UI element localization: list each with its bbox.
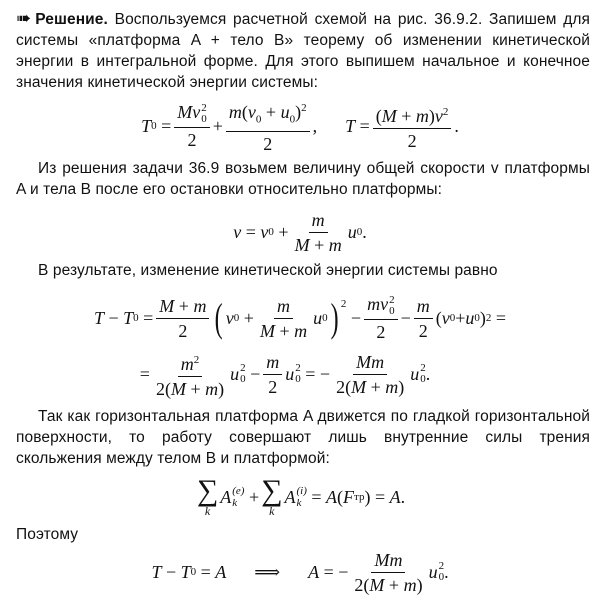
paragraph-energy-change: В результате, изменение кинетической энергии системы равно [38,262,498,279]
solution-heading: Решение. [35,11,108,28]
solution-intro-text: Воспользуемся расчетной схемой на рис. 36.9.2. Запишем для системы «платформа A + тело B» теорему об изменении кинетической энергии в интегральной форме. Для этого выпишем начальное и конечное значения кинетической энергии системы: [16,11,590,91]
equation-common-velocity: v = v 0 + $\frac{m}{M + m}$ u 0 . [233,209,367,255]
paragraph-internal-forces: Так как горизонтальная платформа A движется по гладкой горизонтальной поверхности, то работу совершают лишь внутренние силы трения скольжения между телом B и платформой: [16,408,590,467]
equation-energy-change-line2: = $\frac{m^2}{2(M + m)}$ u 2 0 − $\frac{m}{2}$ u 2 0 = − $\frac{Mm}{2(M + m)}$ u 2 0 . [139,351,431,399]
equation-kinetic-energies: T 0 = Mv 2 0 2 + $\frac{m(v_0 + u_0)^2}{2}$ , T = $\frac{(M + m)v^2}{2}$ . [0,96,600,156]
equation-energy-change-line1: T − T 0 = $\frac{M + m}{2}$ ( v 0 + $\frac{m}{M + m}$ u 0 ) $^2$ − mv 2 0 2 − $\frac{m}{2}$ ( v 0 + u 0 ) 2 = [93,293,507,342]
paragraph-therefore: Поэтому [16,526,79,543]
paragraph-solution-intro [16,8,590,93]
equation-final-work: T − T 0 = A ⟹ A = − $\frac{Mm}{2(M + m)}$ u 2 0 . [151,549,449,595]
paragraph-common-velocity: Из решения задачи 36.9 возьмем величину общей скорости v платформы A и тела B после его остановки относительно платформы: [16,160,590,198]
equation-sum-of-works: ∑ k A (e) k + ∑ k A (i) k = A ( F тр ) = A . [196,474,406,518]
right-arrow-icon: ➠ [16,8,32,28]
